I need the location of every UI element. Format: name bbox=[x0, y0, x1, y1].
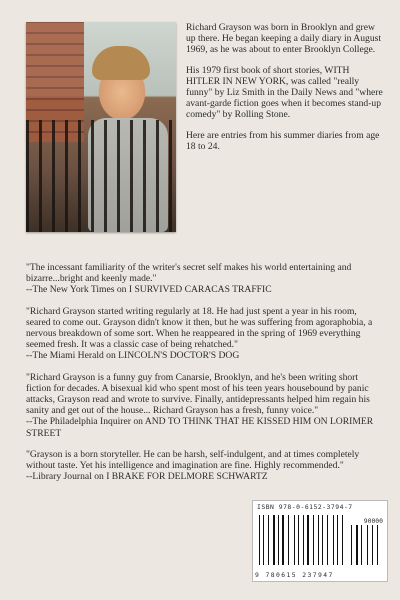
barcode-bar bbox=[359, 525, 360, 565]
barcode-bar bbox=[303, 515, 304, 565]
author-photo bbox=[26, 22, 176, 232]
review-quotes bbox=[26, 262, 376, 492]
quote-text: "Richard Grayson is a funny guy from Canarsie, Brooklyn, and he's been writing short fiction for decades. A bisexual kid who spent most of his teen years housebound by panic attacks, Grayson read and wrote to survive. Finally, antidepressants helped him regain his sanity and get out of the house... Richard Grayson has a fresh, funny voice." bbox=[26, 371, 370, 417]
quote-text: "Grayson is a born storyteller. He can be harsh, self-indulgent, and at times completely without taste. Yet his intelligence and imagination are fine. Highly recommended." bbox=[26, 448, 360, 472]
barcode-bar bbox=[266, 515, 267, 565]
barcode-bar bbox=[372, 525, 373, 565]
barcode-bar bbox=[351, 525, 352, 565]
barcode-bar bbox=[259, 515, 260, 565]
price-code: 90000 bbox=[363, 517, 383, 525]
barcode-bar bbox=[288, 515, 289, 565]
barcode-bar bbox=[374, 525, 376, 565]
author-bio bbox=[186, 22, 384, 161]
barcode-bar bbox=[344, 515, 345, 565]
ean-number: 9 780615 237947 bbox=[255, 571, 334, 579]
quote-source: --The Miami Herald on LINCOLN'S DOCTOR'S DOG bbox=[26, 350, 240, 362]
barcode-bar bbox=[364, 525, 366, 565]
hair bbox=[92, 46, 150, 80]
barcode-bar bbox=[298, 515, 299, 565]
barcode-bar bbox=[261, 515, 262, 565]
barcode-bar bbox=[290, 515, 292, 565]
barcode-bar bbox=[301, 515, 302, 565]
price-barcode-bars bbox=[351, 525, 383, 565]
barcode-bar bbox=[325, 515, 326, 565]
barcode-bar bbox=[377, 525, 378, 565]
barcode-bar bbox=[318, 515, 319, 565]
barcode-bar bbox=[263, 515, 264, 565]
barcode-bar bbox=[335, 515, 336, 565]
barcode-bar bbox=[268, 515, 269, 565]
barcode-bar bbox=[327, 515, 328, 565]
barcode-bar bbox=[322, 515, 323, 565]
review-quote-1 bbox=[26, 262, 376, 296]
barcode-bar bbox=[285, 515, 286, 565]
barcode-bar bbox=[273, 515, 275, 565]
barcode-bar bbox=[329, 515, 331, 565]
barcode-bar bbox=[361, 525, 362, 565]
review-quote-2 bbox=[26, 306, 376, 362]
barcode-bar bbox=[305, 515, 306, 565]
barcode-bar bbox=[340, 515, 341, 565]
barcode-bar bbox=[342, 515, 343, 565]
barcode-bar bbox=[380, 525, 381, 565]
barcode-bar bbox=[369, 525, 370, 565]
barcode-bar bbox=[367, 525, 368, 565]
barcode-bar bbox=[356, 525, 358, 565]
barcode-bar bbox=[296, 515, 297, 565]
barcode-bar bbox=[270, 515, 271, 565]
barcode-bar bbox=[282, 515, 283, 565]
quote-text: "The incessant familiarity of the writer's secret self makes his world entertaining and bizarre...bright and keenly made." bbox=[26, 262, 352, 285]
isbn-label: ISBN 978-0-6152-3794-7 bbox=[257, 503, 353, 511]
review-quote-4 bbox=[26, 449, 376, 483]
barcode-bar bbox=[337, 515, 338, 565]
barcode-bar bbox=[276, 515, 277, 565]
review-quote-3 bbox=[26, 372, 376, 439]
quote-source: --The Philadelphia Inquirer on AND TO THINK THAT HE KISSED HIM ON LORIMER STREET bbox=[26, 416, 374, 439]
barcode-bar bbox=[315, 515, 316, 565]
bio-paragraph-1: Richard Grayson was born in Brooklyn and grew up there. He began keeping a daily diary in August 1969, as he was about to enter Brooklyn College. bbox=[186, 22, 382, 56]
barcode-bar bbox=[294, 515, 295, 565]
barcode-bar bbox=[278, 515, 279, 565]
iron-railing bbox=[26, 120, 176, 232]
barcode-bar bbox=[320, 515, 321, 565]
barcode-bar bbox=[353, 525, 354, 565]
barcode-bars bbox=[259, 515, 347, 565]
quote-source: --Library Journal on I BRAKE FOR DELMORE SCHWARTZ bbox=[26, 471, 268, 483]
quote-source: --The New York Times on I SURVIVED CARACAS TRAFFIC bbox=[26, 284, 272, 296]
barcode-bar bbox=[281, 515, 282, 565]
bio-paragraph-2: His 1979 first book of short stories, WITH HITLER IN NEW YORK, was called "really funny" by Liz Smith in the Daily News and "where avant-garde fiction goes when it becomes stand-up comedy" by Rolling Stone. bbox=[186, 64, 383, 121]
bio-paragraph-3: Here are entries from his summer diaries from age 18 to 24. bbox=[186, 129, 380, 152]
barcode-bar bbox=[311, 515, 312, 565]
barcode-bar bbox=[333, 515, 334, 565]
barcode bbox=[252, 500, 388, 582]
quote-text: "Richard Grayson started writing regularly at 18. He had just spent a year in his room, seared to come out. Grayson didn't know it then, but he was suffering from agoraphobia, a nervous breakdown of some sort. When he reappeared in the spring of 1969 everything seemed fresh. It was a classic case of being rehatched." bbox=[26, 305, 373, 351]
barcode-bar bbox=[313, 515, 314, 565]
barcode-bar bbox=[307, 515, 309, 565]
